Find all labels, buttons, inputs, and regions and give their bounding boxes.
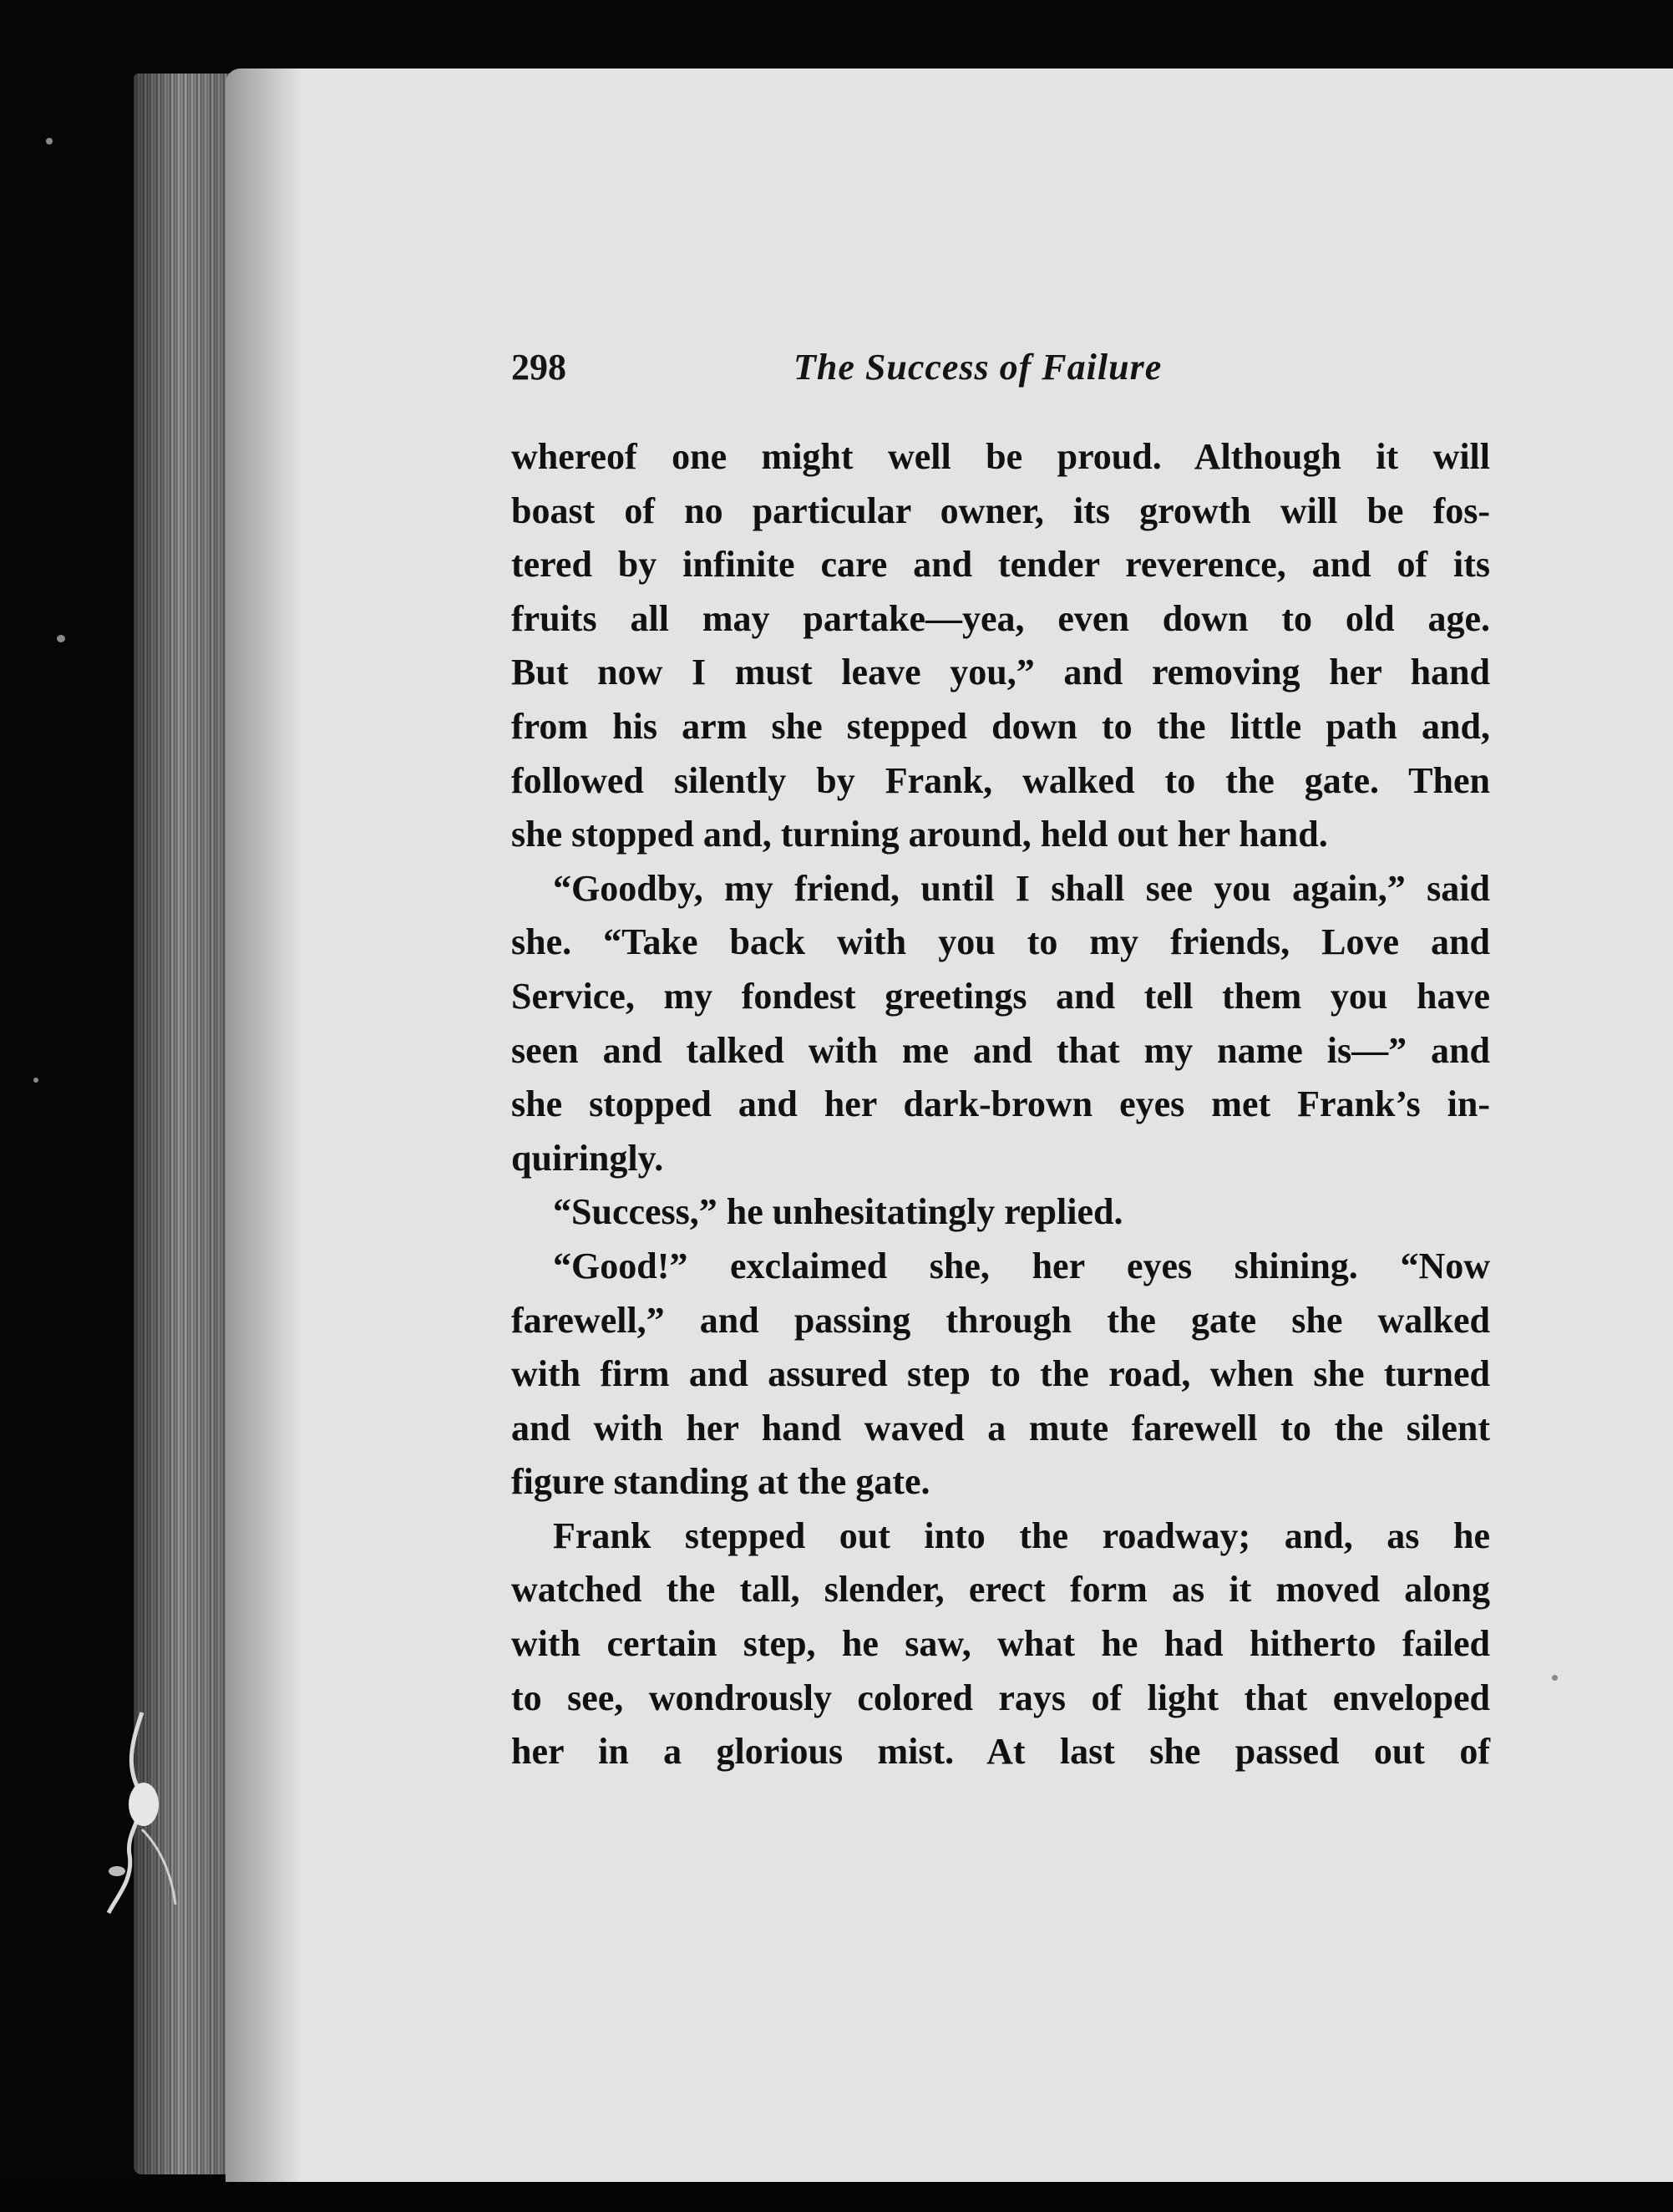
running-title: The Success of Failure [793,347,1163,388]
scan-speck [46,138,53,145]
text-line: But now I must leave you,” and removing her hand [511,652,1490,693]
text-line: Service, my fondest greetings and tell them you have [511,975,1490,1017]
body-text [511,430,1490,1779]
scan-speck [1552,1675,1558,1681]
text-line: “Goodby, my friend, until I shall see you again,” said [553,867,1490,909]
page-gutter-shade [226,68,301,2182]
text-line: from his arm she stepped down to the little path and, [511,705,1490,747]
text-line: whereof one might well be proud. Although it will [511,436,1490,477]
scan-speck [33,1078,38,1083]
text-line: to see, wondrously colored rays of light that enveloped [511,1677,1490,1718]
text-line: she stopped and, turning around, held out her hand. [511,814,1328,855]
text-line: with certain step, he saw, what he had hitherto failed [511,1623,1490,1665]
torn-paper-mark [92,1704,184,1921]
text-line: seen and talked with me and that my name is—” and [511,1029,1490,1071]
scan-speck [57,635,65,642]
text-line: farewell,” and passing through the gate she walked [511,1299,1490,1341]
text-line: boast of no particular owner, its growth will be fos- [511,490,1490,531]
page-number: 298 [511,347,566,388]
text-line: quiringly. [511,1137,664,1179]
page-header [511,338,1488,397]
text-line: “Good!” exclaimed she, her eyes shining. “Now [553,1245,1490,1286]
text-line: figure standing at the gate. [511,1461,930,1503]
text-line: “Success,” he unhesitatingly replied. [553,1191,1123,1233]
text-line: she. “Take back with you to my friends, Love and [511,921,1490,963]
text-line: and with her hand waved a mute farewell to the silent [511,1407,1490,1448]
text-line: her in a glorious mist. At last she passed out of [511,1731,1490,1773]
scan-bottom-border [0,2182,1673,2212]
text-line: watched the tall, slender, erect form as it moved along [511,1569,1490,1611]
text-line: followed silently by Frank, walked to the gate. Then [511,759,1490,801]
text-line: Frank stepped out into the roadway; and, as he [553,1514,1490,1556]
text-line: fruits all may partake—yea, even down to old age. [511,597,1490,639]
text-line: with firm and assured step to the road, when she turned [511,1353,1490,1395]
text-line: she stopped and her dark-brown eyes met Frank’s in- [511,1083,1490,1125]
text-line: tered by infinite care and tender reverence, and of its [511,544,1490,586]
